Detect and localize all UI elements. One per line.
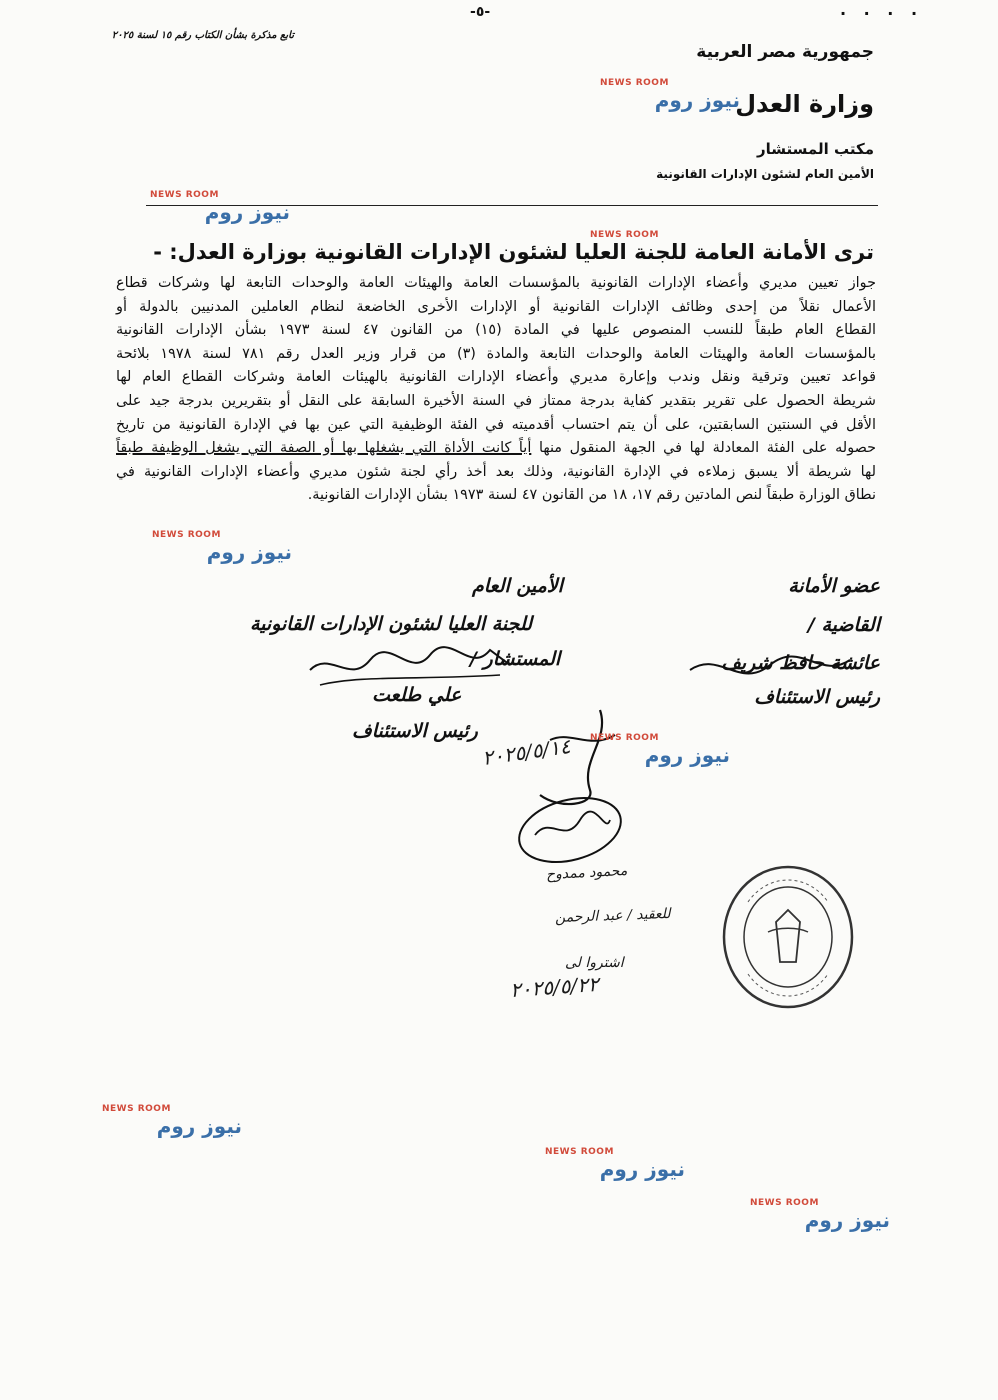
secretary-signature-scribble xyxy=(300,630,530,700)
handwritten-note-1: محمود ممدوح xyxy=(545,862,628,884)
body-line: لها شريطة ألا يسبق زملاءه في الإدارة القانونية، وذلك بعد أخذ رأي لجنة شئون مديري وأعضاء الإدارات القانونية في xyxy=(116,463,876,480)
ministry-seal-stamp xyxy=(718,862,858,1012)
watermark-newsroom: NEWS ROOM نيوز روم xyxy=(152,530,292,564)
member-name: عائشة حافظ شريف xyxy=(721,652,880,674)
watermark-newsroom: NEWS ROOM نيوز روم xyxy=(750,1198,890,1232)
handwritten-date-2: ٢٠٢٥/٥/٢٢ xyxy=(509,971,600,1003)
watermark-newsroom-logo: نيوز روم xyxy=(654,88,740,112)
watermark-newsroom: NEWS ROOM نيوز روم xyxy=(590,733,730,767)
body-line: شريطة الحصول على تقرير بتقدير كفاية بدرجة ممتاز في السنة الأخيرة السابقة على النقل أو بتقريرين بدرجة جيد على xyxy=(116,392,876,409)
member-position: رئيس الاستئناف xyxy=(754,686,880,708)
member-role: القاضية / xyxy=(807,614,880,636)
secretary-title: الأمين العام xyxy=(472,575,563,597)
member-signature-scribble xyxy=(680,640,860,700)
secretary-committee: للجنة العليا لشئون الإدارات القانونية xyxy=(250,613,532,635)
watermark-newsroom: NEWS ROOM نيوز روم xyxy=(545,1147,685,1181)
handwritten-date-1: ٢٠٢٥/٥/١٤ xyxy=(480,733,572,771)
body-line: الأقل في السنتين السابقتين، على أن يتم احتساب أقدميته في الفئة الوظيفية التي عين بها في الإدارة القانونية من تاريخ xyxy=(116,416,876,433)
handwritten-note-2: للعقيد / عبد الرحمن xyxy=(554,905,671,927)
watermark-newsroom xyxy=(600,78,740,146)
watermark-newsroom-label: NEWS ROOM xyxy=(600,78,669,88)
secretary-position: رئيس الاستئناف xyxy=(352,720,478,742)
body-line: حصوله على الفئة المعادلة لها في الجهة المنقول منها أياً كانت الأداة التي يشغلها بها أو الصفة التي يشغل الوظيفة طبقاً xyxy=(116,440,876,457)
body-line: قواعد تعيين وترقية ونقل وندب وإعارة مديري وأعضاء الإدارات القانونية بالهيئات العامة وشركات القطاع العام لها xyxy=(116,369,876,386)
handwritten-note-3: اشتروا لى xyxy=(565,955,624,971)
secretary-role: المستشار / xyxy=(470,648,561,670)
decision-body xyxy=(116,272,876,508)
body-line: بالمؤسسات العامة والهيئات العامة والوحدات التابعة والمادة (٣) من قرار وزير العدل رقم ٧٨١ لسنة ١٩٧٨ بلائحة xyxy=(116,345,877,362)
member-title: عضو الأمانة xyxy=(788,575,880,597)
header-country: جمهورية مصر العربية xyxy=(696,42,874,62)
body-line: القطاع العام طبقاً للنسب المنصوص عليها في المادة (١٥) من القانون ٤٧ لسنة ١٩٧٣ بشأن الإدارات القانونية xyxy=(116,322,876,339)
secretary-name: علي طلعت xyxy=(372,684,462,706)
top-note: تابع مذكرة بشأن الكتاب رقم ١٥ لسنة ٢٠٢٥ xyxy=(111,30,294,41)
body-line: جواز تعيين مديري وأعضاء الإدارات القانونية بالمؤسسات العامة والهيئات العامة والوحدات التابعة لها وشركات قطاع xyxy=(116,275,876,291)
top-marks: . . . . xyxy=(840,0,924,19)
decision-heading: ترى الأمانة العامة للجنة العليا لشئون الإدارات القانونية بوزارة العدل: - xyxy=(153,240,874,264)
page-number: -٥- xyxy=(470,4,491,20)
watermark-newsroom: NEWS ROOM xyxy=(590,230,659,240)
handwritten-signature-oval xyxy=(510,790,630,870)
body-line: الأعمال نقلاً من إحدى وظائف الإدارات القانونية أو الإدارات الأخرى الخاضعة لنظام العاملين المدنيين بالدولة أو xyxy=(116,298,876,315)
underlined-phrase: أياً كانت الأداة التي يشغلها بها أو الصفة التي يشغل الوظيفة طبقاً xyxy=(116,440,532,457)
watermark-newsroom: NEWS ROOM نيوز روم xyxy=(102,1104,242,1138)
header-office-sub: الأمين العام لشئون الإدارات القانونية xyxy=(656,167,874,181)
header-ministry: وزارة العدل xyxy=(735,90,874,118)
header-office: مكتب المستشار xyxy=(757,140,874,158)
watermark-newsroom: NEWS ROOM نيوز روم xyxy=(150,190,290,224)
body-line: نطاق الوزارة طبقاً لنص المادتين رقم ١٧، ١٨ من القانون ٤٧ لسنة ١٩٧٣ بشأن الإدارات القانونية. xyxy=(307,487,876,504)
